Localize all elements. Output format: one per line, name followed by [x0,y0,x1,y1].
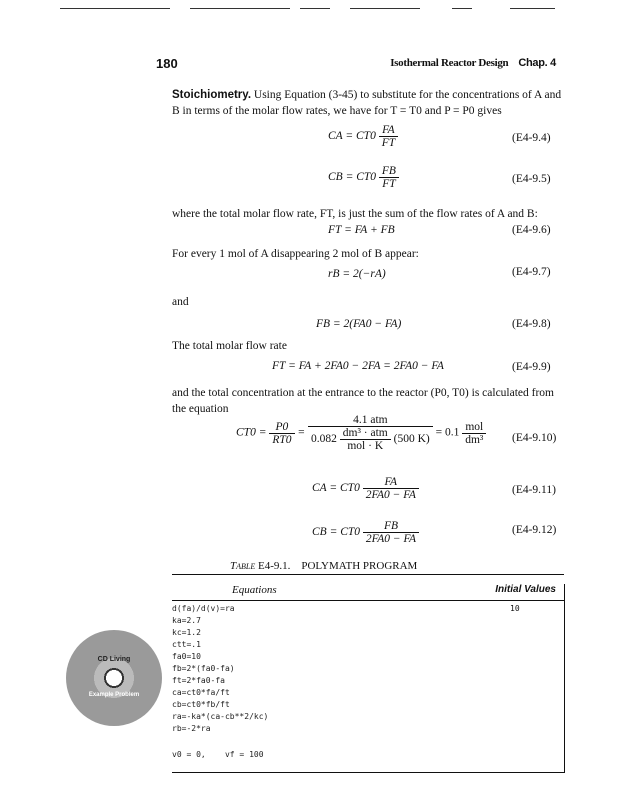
eq-fraction-p-over-rt [269,421,294,446]
equation-e4-9-4 [328,124,398,149]
cd-living-example-icon [66,630,162,726]
code-line: fa0=10 [172,652,201,661]
col-header-initial-values: Initial Values [495,584,556,595]
top-rule-1 [60,8,170,9]
label-e4-9-5: (E4-9.5) [512,173,551,185]
col-header-equations: Equations [232,584,277,596]
eq-den: RT0 [272,433,292,446]
polymath-table [172,574,564,759]
every-mol-paragraph: For every 1 mol of A disappearing 2 mol of B appear: [172,248,419,260]
equation-e4-9-10 [236,414,486,452]
eq-lhs: CA = CT0 [312,482,360,495]
code-line: ka=2.7 [172,616,201,625]
top-rule-4 [350,8,420,9]
running-head [390,57,556,69]
units-num: dm³ · atm [340,427,391,440]
table-bottom-rule [172,772,565,773]
caption-number: E4-9.1. [257,560,291,572]
eq-den: FT [381,137,396,149]
table-top-rule [172,574,564,575]
gas-constant-units [340,427,391,452]
eq-num: FA [379,124,398,137]
code-line: d(fa)/d(v)=ra [172,604,235,613]
equation-e4-9-9: FT = FA + 2FA0 − 2FA = 2FA0 − FA [272,360,444,372]
code-line: ra=-ka*(ca-cb**2/kc) [172,712,269,721]
table-right-rule [564,584,565,772]
eq-den [308,427,433,452]
eq-num: FB [379,165,399,178]
caption-title: POLYMATH PROGRAM [301,560,418,572]
table-caption [230,560,417,572]
eq-den: FT [382,178,396,190]
code-line: ft=2*fa0-fa [172,676,225,685]
label-e4-9-6: (E4-9.6) [512,224,551,236]
eq-fraction [379,124,398,149]
equation-e4-9-12 [312,520,419,545]
label-e4-9-11: (E4-9.11) [512,484,556,496]
section-title: Isothermal Reactor Design [390,57,509,69]
label-e4-9-10: (E4-9.10) [512,432,557,444]
eq-num: FA [363,476,419,489]
chapter-label: Chap. 4 [518,57,556,69]
top-rule-2 [190,8,290,9]
eq-lhs: CB = CT0 [328,171,377,184]
code-line: rb=-2*ra [172,724,211,733]
code-line: v0 = 0, vf = 100 [172,750,264,759]
cd-badge-bottom-text: Example Problem [88,692,140,698]
eq-fraction [363,476,419,501]
top-rule-3 [300,8,330,9]
eq-lhs: CT0 = [236,426,267,439]
equation-e4-9-8: FB = 2(FA0 − FA) [316,318,402,330]
stoichiometry-paragraph [172,87,564,119]
equation-e4-9-5 [328,165,399,190]
eq-num: FB [363,520,419,533]
eq-num: 4.1 atm [308,414,433,427]
code-line: ca=ct0*fa/ft [172,688,230,697]
eq-fraction [363,520,419,545]
top-rule-6 [510,8,555,9]
equation-e4-9-11 [312,476,419,501]
entrance-paragraph: and the total concentration at the entrance to the reactor (P0, T0) is calculated from the equation [172,387,555,415]
gas-constant-value: 0.082 [311,433,337,446]
eq-fraction [379,165,399,190]
code-line: fb=2*(fa0-fa) [172,664,235,673]
code-line: kc=1.2 [172,628,201,637]
eq-lhs: CA = CT0 [328,130,376,143]
cd-badge-top-text: CD Living [97,656,131,663]
code-line: cb=ct0*fb/ft [172,700,230,709]
eq-equals: = [297,426,306,439]
eq-num: P0 [269,421,294,434]
stoichiometry-heading: Stoichiometry. [172,89,252,101]
units-den: dm³ [465,433,484,446]
code-line: ctt=.1 [172,640,201,649]
label-e4-9-9: (E4-9.9) [512,361,551,373]
label-e4-9-8: (E4-9.8) [512,318,551,330]
label-e4-9-4: (E4-9.4) [512,132,551,144]
page-number: 180 [156,56,178,71]
label-e4-9-12: (E4-9.12) [512,524,557,536]
equation-e4-9-7: rB = 2(−rA) [328,268,386,280]
label-e4-9-7: (E4-9.7) [512,266,551,278]
stoichiometry-body: Using Equation (3-45) to substitute for the concentrations of A and B in terms of the molar flow rates, we have for T = T0 and P = P0 gives [172,89,562,117]
eq-den: 2FA0 − FA [365,489,416,501]
eq-result: = 0.1 [435,426,460,439]
eq-lhs: CB = CT0 [312,526,361,539]
units-den: mol · K [347,440,384,452]
total-molar-flow-paragraph: The total molar flow rate [172,340,287,352]
units-num: mol [462,421,486,434]
initial-value: 10 [510,604,520,613]
eq-fraction-values [308,414,433,452]
eq-result-units [462,421,486,446]
top-rule-5 [452,8,472,9]
caption-prefix: Table [230,560,256,572]
page-header [156,56,556,76]
equation-e4-9-6: FT = FA + FB [328,224,395,236]
total-flow-paragraph: where the total molar flow rate, FT, is just the sum of the flow rates of A and B: [172,208,538,220]
eq-den: 2FA0 − FA [365,533,417,545]
table-header-rule [172,600,564,601]
and-paragraph: and [172,296,189,308]
temperature-value: (500 K) [393,433,430,446]
